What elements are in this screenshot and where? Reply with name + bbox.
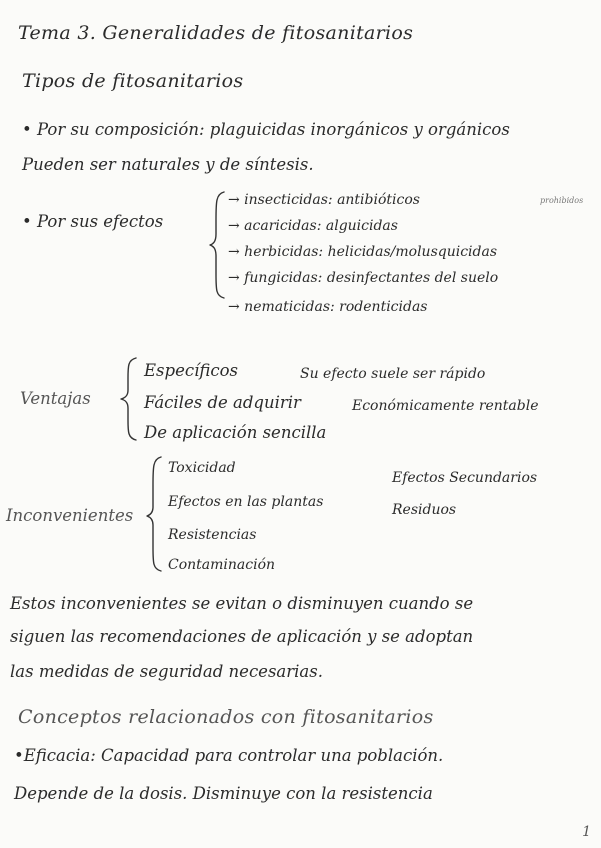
inconvenientes-item: Toxicidad bbox=[168, 460, 236, 476]
efectos-item: → fungicidas: desinfectantes del suelo bbox=[228, 270, 499, 286]
page-number: 1 bbox=[582, 824, 591, 840]
composicion-line-2: Pueden ser naturales y de síntesis. bbox=[22, 155, 314, 174]
conceptos-heading: Conceptos relacionados con fitosanitarios bbox=[18, 706, 434, 728]
inconvenientes-note: Residuos bbox=[392, 502, 457, 518]
paragraph-line: Estos inconvenientes se evitan o disminuyen cuando se bbox=[10, 594, 474, 613]
ventajas-label: Ventajas bbox=[20, 389, 91, 408]
efectos-item: → insecticidas: antibióticos bbox=[228, 192, 420, 208]
inconvenientes-note: Efectos Secundarios bbox=[392, 470, 538, 486]
paragraph-line: siguen las recomendaciones de aplicación y se adoptan bbox=[10, 627, 474, 646]
efectos-note: prohibidos bbox=[540, 196, 584, 205]
efectos-item: → herbicidas: helicidas/molusquicidas bbox=[228, 244, 498, 260]
tipos-heading: Tipos de fitosanitarios bbox=[22, 70, 244, 92]
ventajas-item: Específicos bbox=[144, 361, 239, 380]
paragraph-line: las medidas de seguridad necesarias. bbox=[10, 662, 323, 681]
efectos-label: • Por sus efectos bbox=[22, 212, 164, 231]
inconvenientes-item: Contaminación bbox=[168, 557, 276, 573]
inconvenientes-item: Resistencias bbox=[168, 527, 257, 543]
page-title: Tema 3. Generalidades de fitosanitarios bbox=[18, 22, 414, 44]
composicion-line: • Por su composición: plaguicidas inorgánicos y orgánicos bbox=[22, 120, 510, 139]
ventajas-note: Económicamente rentable bbox=[352, 398, 539, 414]
efectos-item: → acaricidas: alguicidas bbox=[228, 218, 398, 234]
ventajas-brace bbox=[118, 356, 140, 442]
inconvenientes-item: Efectos en las plantas bbox=[168, 494, 324, 510]
ventajas-item: De aplicación sencilla bbox=[144, 423, 327, 442]
eficacia-line: •Eficacia: Capacidad para controlar una población. bbox=[14, 746, 444, 765]
efectos-brace bbox=[208, 190, 228, 300]
ventajas-item: Fáciles de adquirir bbox=[144, 393, 301, 412]
eficacia-line-2: Depende de la dosis. Disminuye con la resistencia bbox=[14, 784, 433, 803]
inconvenientes-label: Inconvenientes bbox=[6, 506, 134, 525]
ventajas-note: Su efecto suele ser rápido bbox=[300, 366, 486, 382]
efectos-item: → nematicidas: rodenticidas bbox=[228, 299, 428, 315]
inconvenientes-brace bbox=[145, 455, 165, 573]
